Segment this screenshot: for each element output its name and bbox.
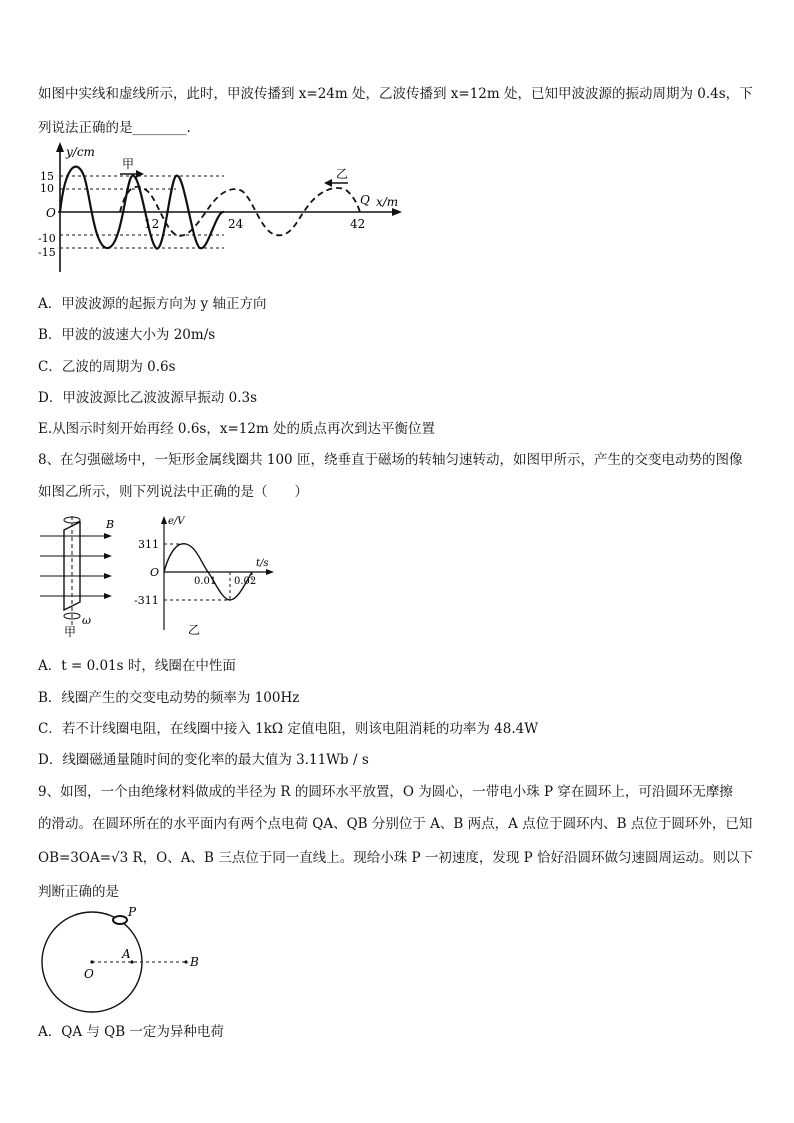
q9-stem-line4: 判断正确的是	[38, 884, 119, 900]
q7-option-b: B．甲波的波速大小为 20m/s	[38, 327, 216, 343]
q9-stem-line1: 9、如图，一个由绝缘材料做成的半径为 R 的圆环水平放置，O 为圆心，一带电小珠 P 穿在圆环上，可沿圆环无摩擦	[38, 784, 733, 800]
emf-max-label: 311	[138, 538, 159, 551]
q8-coil-figure	[36, 514, 126, 638]
label-o: O	[84, 967, 94, 981]
q8-emf-graph	[130, 514, 280, 638]
x-tick-24: 24	[228, 217, 244, 231]
q9-ring-figure	[36, 906, 216, 1016]
wave-a-solid	[60, 167, 224, 249]
y-axis-arrow	[56, 142, 64, 152]
q8-stem-line1: 8、在匀强磁场中，一矩形金属线圈共 100 匝，绕垂直于磁场的转轴匀速转动，如图甲所示，产生的交变电动势的图像	[38, 452, 743, 468]
wave-a-label: 甲	[122, 157, 135, 171]
q8-option-d: D．线圈磁通量随时间的变化率的最大值为 3.11Wb / s	[38, 752, 369, 768]
x-tick-42: 42	[350, 217, 366, 231]
origin-label: O	[150, 566, 160, 579]
q8-option-a: A．t = 0.01s 时，线圈在中性面	[38, 658, 236, 674]
q9-stem-line2: 的滑动。在圆环所在的水平面内有两个点电荷 QA、QB 分别位于 A、B 两点，A 点位于圆环内、B 点位于圆环外，已知	[38, 816, 753, 832]
label-b: B	[190, 955, 199, 969]
t-axis-label: t/s	[256, 558, 269, 569]
wave-b-label: 乙	[336, 167, 349, 181]
b-field-label: B	[106, 518, 115, 531]
emf-min-label: -311	[134, 594, 159, 607]
x-axis-arrow	[392, 208, 402, 216]
y-tick-10: 10	[40, 182, 54, 195]
label-a: A	[122, 947, 131, 961]
q7-stem-line1: 如图中实线和虚线所示，此时，甲波传播到 x=24m 处，乙波传播到 x=12m 处，已知甲波波源的振动周期为 0.4s，下	[38, 86, 753, 102]
x-tick-12: 12	[144, 217, 160, 231]
q7-option-d: D．甲波波源比乙波波源早振动 0.3s	[38, 390, 258, 406]
bead-p	[113, 916, 127, 924]
q7-stem-line2: 列说法正确的是________.	[38, 120, 191, 136]
point-q-label: Q	[360, 193, 370, 207]
x-axis-label: x/m	[376, 195, 399, 209]
q7-option-e: E.从图示时刻开始再经 0.6s，x=12m 处的质点再次到达平衡位置	[38, 421, 436, 437]
omega-label: ω	[82, 614, 91, 627]
q8-stem-line2: 如图乙所示，则下列说法中正确的是（ ）	[38, 484, 308, 500]
y-tick-neg10: -10	[38, 232, 56, 245]
label-p: P	[128, 906, 137, 919]
q8-option-b: B．线圈产生的交变电动势的频率为 100Hz	[38, 690, 300, 706]
wave-a-arrowhead	[136, 170, 144, 178]
q9-option-a: A．QA 与 QB 一定为异种电荷	[38, 1024, 224, 1040]
y-tick-15: 15	[40, 170, 54, 183]
q7-option-a: A．甲波波源的起振方向为 y 轴正方向	[38, 296, 267, 312]
y-tick-neg15: -15	[38, 246, 56, 259]
q7-option-c: C．乙波的周期为 0.6s	[38, 359, 176, 375]
q8-option-c: C．若不计线圈电阻，在线圈中接入 1kΩ 定值电阻，则该电阻消耗的功率为 48.4W	[38, 721, 539, 737]
t-tick-001: 0.01	[194, 576, 217, 587]
origin-label: O	[46, 206, 56, 220]
wave-b-arrowhead	[324, 179, 332, 187]
caption-yi: 乙	[188, 623, 201, 637]
y-axis-label: y/cm	[66, 145, 95, 159]
q9-stem-line3: OB=3OA=√3 R，O、A、B 三点位于同一直线上。现给小珠 P 一初速度，发现 P 恰好沿圆环做匀速圆周运动。则以下	[38, 850, 754, 866]
t-tick-002: 0.02	[234, 576, 257, 587]
caption-jia: 甲	[64, 625, 77, 638]
e-axis-label: e/V	[168, 516, 185, 527]
q7-wave-figure	[36, 140, 406, 280]
